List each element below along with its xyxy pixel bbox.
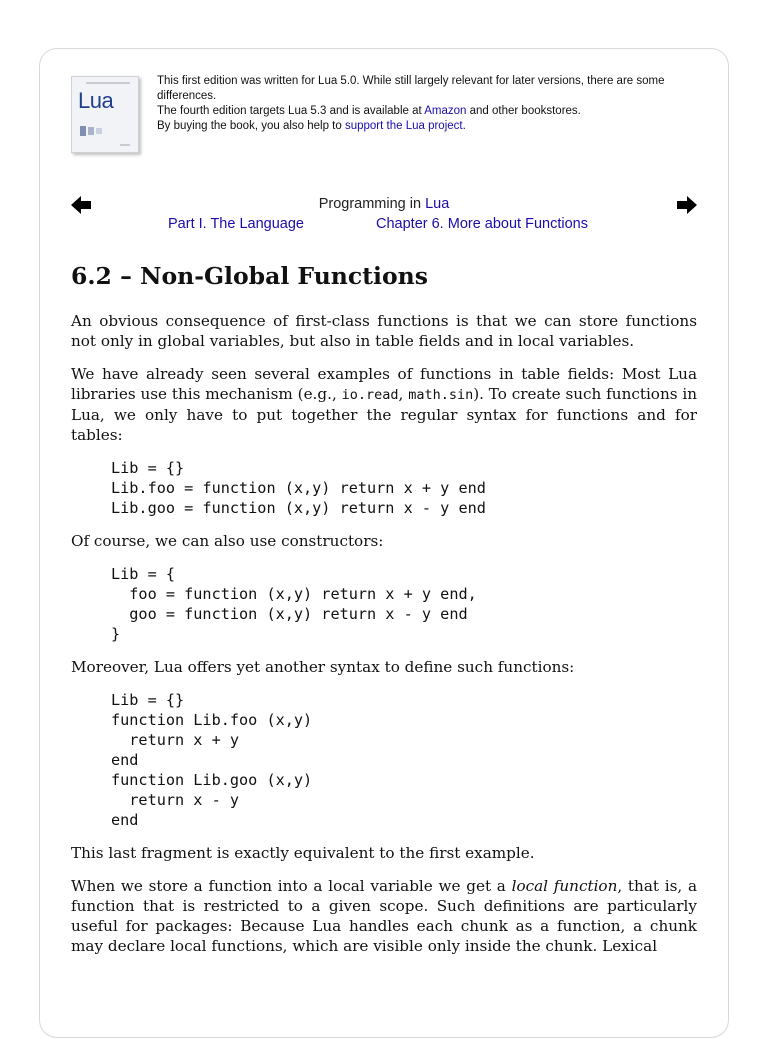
paragraph-2-text-a: We have already seen several examples of functions in table fields: Most Lua libraries use this mechanism (e.g., <box>71 365 697 403</box>
cover-art-icon <box>80 125 104 137</box>
paragraph-1: An obvious consequence of first-class functions is that we can store functions not only in global variables, but also in table fields and in local variables. <box>71 312 697 350</box>
notice-line-2-tail: and other bookstores. <box>466 105 581 117</box>
paragraph-6-text-a: When we store a function into a local variable we get a <box>71 877 512 895</box>
paragraph-6 <box>71 876 697 956</box>
inline-code-math-sin: math.sin <box>408 387 474 403</box>
cover-top-line <box>86 82 130 84</box>
paragraph-2-text-b: , <box>398 385 409 403</box>
amazon-link[interactable]: Amazon <box>424 105 467 117</box>
paragraph-3: Of course, we can also use constructors: <box>71 532 384 550</box>
lua-home-link[interactable]: Lua <box>425 196 450 212</box>
chapter-navigation <box>71 194 697 238</box>
code-block-3: Lib = {} function Lib.foo (x,y) return x + y end function Lib.goo (x,y) return x - y end <box>111 691 313 829</box>
paragraph-4: Moreover, Lua offers yet another syntax to define such functions: <box>71 658 575 676</box>
book-cover-image[interactable] <box>71 76 139 153</box>
book-title-text: Programming in <box>318 196 426 212</box>
code-block-1: Lib = {} Lib.foo = function (x,y) return x + y end Lib.goo = function (x,y) return x - y end <box>111 459 486 517</box>
code-block-2: Lib = { foo = function (x,y) return x + y end, goo = function (x,y) return x - y end } <box>111 565 477 643</box>
section-content <box>71 311 697 969</box>
cover-foot-line <box>120 144 130 146</box>
support-lua-link[interactable]: support the Lua project <box>344 120 463 132</box>
notice-line-3 <box>157 119 717 134</box>
part-link[interactable]: Part I. The Language <box>168 216 304 232</box>
book-cover-title: Lua <box>78 88 114 113</box>
notice-line-1: This first edition was written for Lua 5.0. While still largely relevant for later versions, there are some differences. <box>157 75 665 102</box>
notice-line-2-text: The fourth edition targets Lua 5.3 and is available at <box>157 105 425 117</box>
book-title <box>71 196 697 212</box>
paragraph-2-text-c: ). To create such functions in Lua, we only have to put together the regular syntax for functions and for tables: <box>71 385 698 444</box>
paragraph-6-text-b: , that is, a function that is restricted to a given scope. Such definitions are particularly useful for packages: Because Lua handles each chunk as a function, a chunk may declare local functions, which are visible only inside the chunk. Lexical <box>71 877 697 955</box>
edition-notice <box>71 74 711 154</box>
local-function-term: local function <box>511 877 618 895</box>
paragraph-5: This last fragment is exactly equivalent to the first example. <box>71 844 535 862</box>
chapter-link[interactable]: Chapter 6. More about Functions <box>376 216 588 232</box>
right-arrow-icon[interactable] <box>675 196 697 214</box>
inline-code-io-read: io.read <box>341 387 399 403</box>
notice-line-2 <box>157 104 717 119</box>
notice-line-3-text: By buying the book, you also help to <box>157 120 345 132</box>
paragraph-2 <box>71 364 697 445</box>
notice-text <box>157 74 717 134</box>
section-heading: 6.2 – Non-Global Functions <box>71 262 428 290</box>
notice-line-3-tail: . <box>462 120 466 132</box>
